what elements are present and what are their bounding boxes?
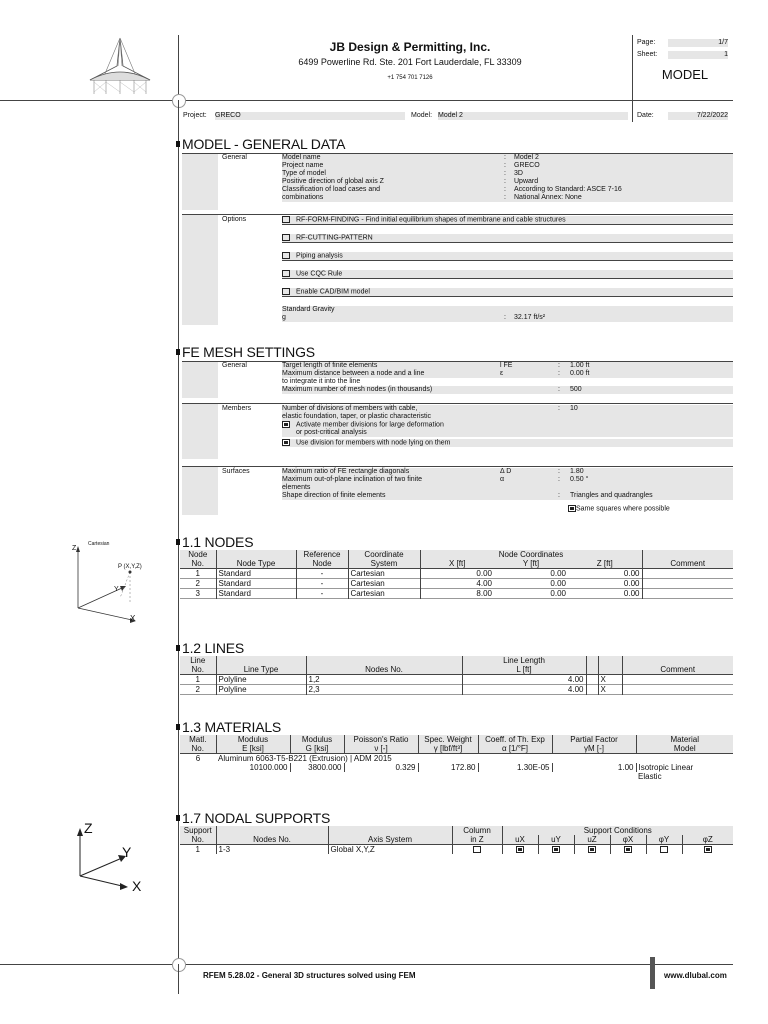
separator: : — [558, 362, 560, 369]
options-group-label: Options — [222, 216, 247, 223]
separator: : — [558, 370, 560, 377]
data-row — [282, 492, 733, 500]
company-name: JB Design & Permitting, Inc. — [329, 40, 491, 54]
fe-value: 500 — [570, 386, 582, 393]
project-value: GRECO — [215, 112, 405, 120]
sheet-value: 1 — [668, 51, 728, 59]
separator: : — [558, 405, 560, 412]
data-row — [282, 476, 733, 484]
fe-key: Maximum number of mesh nodes (in thousands) — [282, 386, 433, 393]
fe-key: to integrate it into the line — [282, 378, 361, 385]
large-axis-y-label: Y — [122, 844, 132, 860]
fe-value: 1.80 — [570, 468, 584, 475]
supports-table: Support Column Support Conditions No. Nodes No. Axis System in Z uX uY uZ φX φY φZ 1 1-3 Global X,Y,Z — [180, 826, 733, 854]
table-row: 3 Standard - Cartesian 8.00 0.00 0.00 — [180, 589, 733, 599]
page-value: 1/7 — [668, 39, 728, 47]
option-label: RF-FORM-FINDING - Find initial equilibrium shapes of membrane and cable structures — [296, 216, 566, 224]
option-label: Piping analysis — [296, 252, 343, 260]
data-row — [282, 468, 733, 476]
data-row — [282, 194, 733, 202]
footer-software: RFEM 5.28.02 - General 3D structures solved using FEM — [203, 971, 416, 980]
fe-value: 10 — [570, 405, 578, 412]
gravity-label-row: Standard Gravity — [282, 306, 733, 314]
data-row — [282, 216, 733, 225]
member-check-label: or post-critical analysis — [296, 429, 367, 436]
sheet-label: Sheet: — [637, 51, 658, 58]
fe-title: FE MESH SETTINGS — [182, 344, 315, 360]
gravity-symbol: g — [282, 314, 286, 321]
point-label: P (X,Y,Z) — [118, 564, 142, 570]
general-key: Positive direction of global axis Z — [282, 178, 384, 185]
option-label: Use CQC Rule — [296, 270, 343, 278]
separator: : — [504, 154, 506, 161]
support-condition-checkbox — [473, 846, 481, 853]
nodes-table: Node Reference Coordinate Node Coordinates No. Node Type Node System X [ft] Y [ft] Z [ft] Comment 1 Standard - Cartesian 0.00 0.00 0.00 2 Standard - Cartesian 4.00 0.00 0.00 3 Standard - Cartesian 8.00 0.00 0.00 — [180, 550, 733, 599]
fe-surfaces-label: Surfaces — [222, 468, 250, 475]
support-condition-checkbox — [624, 846, 632, 853]
gravity-row: g : 32.17 ft/s² — [282, 314, 733, 322]
separator: : — [558, 468, 560, 475]
general-value: Model 2 — [514, 154, 539, 161]
doc-type: MODEL — [661, 67, 709, 82]
fe-symbol: Δ D — [500, 468, 512, 475]
fe-key: elements — [282, 484, 311, 491]
lines-table: Line Line Length No. Line Type Nodes No. L [ft] Comment 1 Polyline 1,2 4.00 X 2 Polyline 2,3 4.00 X — [180, 656, 733, 695]
member-check-label: Activate member divisions for large deformation — [296, 421, 444, 429]
squares-checkbox — [568, 505, 576, 512]
fe-key: Maximum distance between a node and a line — [282, 370, 425, 377]
axis-x-label: X — [130, 614, 136, 623]
data-row — [282, 413, 733, 421]
data-row — [282, 270, 733, 279]
separator: : — [504, 170, 506, 177]
separator: : — [558, 386, 560, 393]
separator: : — [558, 492, 560, 499]
separator: : — [504, 194, 506, 201]
table-row: 2 Polyline 2,3 4.00 X — [180, 685, 733, 695]
option-label: Enable CAD/BIM model — [296, 288, 370, 296]
member-check-label: Use division for members with node lying on them — [296, 439, 451, 447]
fe-key: Shape direction of finite elements — [282, 492, 386, 499]
fe-key: Number of divisions of members with cable, — [282, 405, 418, 412]
page-label: Page: — [637, 39, 656, 46]
data-row — [282, 362, 733, 370]
squares-note: Same squares where possible — [568, 505, 670, 512]
model-label: Model: — [411, 112, 433, 119]
gravity-value: 32.17 ft/s² — [514, 314, 546, 321]
data-row — [282, 252, 733, 261]
cartesian-label: Cartesian — [88, 541, 110, 547]
fe-value: 0.50 ° — [570, 476, 589, 483]
lines-title: 1.2 LINES — [182, 640, 245, 656]
date-value: 7/22/2022 — [668, 112, 728, 120]
material-name: Aluminum 6063-T5-B221 (Extrusion) | ADM 2015 — [218, 754, 392, 763]
separator: : — [504, 178, 506, 185]
data-row — [282, 288, 733, 297]
general-value: GRECO — [514, 162, 540, 169]
large-axis-x-label: X — [132, 878, 142, 894]
model-value: Model 2 — [438, 112, 628, 120]
data-row — [282, 186, 733, 194]
general-value: Upward — [514, 178, 539, 185]
axis-y-label: Y — [114, 586, 119, 593]
general-key: Classification of load cases and — [282, 186, 381, 193]
option-checkbox — [282, 270, 290, 277]
data-row — [282, 178, 733, 186]
support-condition-checkbox — [588, 846, 596, 853]
general-value: National Annex: None — [514, 194, 582, 201]
separator: : — [504, 162, 506, 169]
member-checkbox — [282, 421, 290, 428]
supports-title: 1.7 NODAL SUPPORTS — [182, 810, 331, 826]
support-condition-checkbox — [660, 846, 668, 853]
data-row — [282, 421, 733, 429]
data-row — [282, 429, 733, 437]
general-key: Type of model — [282, 170, 326, 177]
data-row — [282, 405, 733, 413]
member-checkbox — [282, 439, 290, 446]
company-logo — [84, 36, 156, 96]
option-checkbox — [282, 288, 290, 295]
global-axes-diagram — [70, 820, 150, 900]
data-row — [282, 370, 733, 378]
fe-symbol: l FE — [500, 362, 513, 369]
general-key: combinations — [282, 194, 324, 201]
data-row — [282, 234, 733, 243]
general-title: MODEL - GENERAL DATA — [182, 136, 346, 152]
data-row — [282, 439, 733, 447]
fe-key: Maximum ratio of FE rectangle diagonals — [282, 468, 410, 475]
data-row — [282, 162, 733, 170]
general-group-label: General — [222, 154, 247, 161]
general-value: According to Standard: ASCE 7-16 — [514, 186, 622, 193]
fe-key: Target length of finite elements — [282, 362, 378, 369]
date-label: Date: — [637, 112, 654, 119]
general-key: Project name — [282, 162, 324, 169]
support-condition-checkbox — [516, 846, 524, 853]
company-address: 6499 Powerline Rd. Ste. 201 Fort Lauderdale, FL 33309 — [298, 57, 522, 67]
separator: : — [504, 186, 506, 193]
general-key: Model name — [282, 154, 321, 161]
data-row — [282, 378, 733, 386]
nodes-title: 1.1 NODES — [182, 534, 254, 550]
project-label: Project: — [183, 112, 207, 119]
footer-url: www.dlubal.com — [664, 971, 727, 980]
fe-key: Maximum out-of-plane inclination of two finite — [282, 476, 423, 483]
support-condition-checkbox — [704, 846, 712, 853]
support-condition-checkbox — [552, 846, 560, 853]
general-value: 3D — [514, 170, 523, 177]
company-phone: +1 754 701 7126 — [387, 75, 433, 81]
fe-key: elastic foundation, taper, or plastic characteristic — [282, 413, 432, 420]
data-row — [282, 386, 733, 394]
data-row — [282, 154, 733, 162]
fe-general-label: General — [222, 362, 247, 369]
fe-value: Triangles and quadrangles — [570, 492, 653, 499]
separator: : — [558, 476, 560, 483]
fe-symbol: ε — [500, 370, 504, 377]
fe-value: 1.00 ft — [570, 362, 590, 369]
large-axis-z-label: Z — [84, 820, 93, 836]
table-row: 2 Standard - Cartesian 4.00 0.00 0.00 — [180, 579, 733, 589]
materials-table: Matl. Modulus Modulus Poisson's Ratio Spec. Weight Coeff. of Th. Exp Partial Factor Material No. E [ksi] G [ksi] ν [-] γ [lbf/ft³] α [1/°F] γM [-] Model 6 Aluminum 6063-T5-B221 (Extrusion) | ADM 2015 10100.000 3800.000 0.329 172.80 1.30E-05 1.00 Isotropic Linear Elastic — [180, 735, 733, 781]
data-row — [282, 170, 733, 178]
fe-value: 0.00 ft — [570, 370, 590, 377]
fe-members-label: Members — [222, 405, 252, 412]
data-row — [282, 484, 733, 492]
cartesian-axes-diagram — [70, 540, 160, 626]
table-row: 1 Standard - Cartesian 0.00 0.00 0.00 — [180, 569, 733, 579]
table-row: 1 Polyline 1,2 4.00 X — [180, 675, 733, 685]
fe-symbol: α — [500, 476, 505, 483]
option-checkbox — [282, 216, 290, 223]
option-checkbox — [282, 252, 290, 259]
materials-title: 1.3 MATERIALS — [182, 719, 282, 735]
option-checkbox — [282, 234, 290, 241]
option-label: RF-CUTTING-PATTERN — [296, 234, 373, 242]
axis-z-label: Z — [72, 545, 77, 552]
